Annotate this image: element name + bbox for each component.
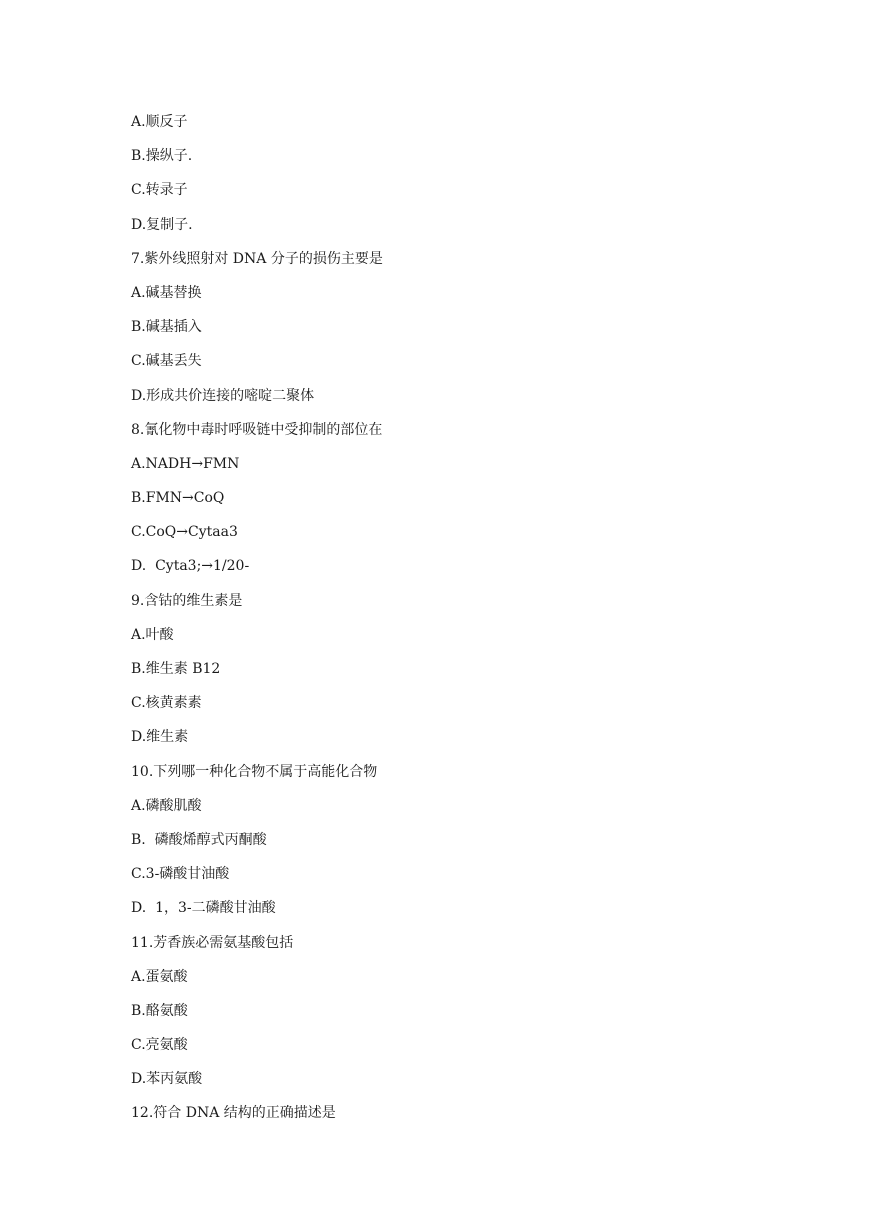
option-6b: B.操纵子. <box>131 148 193 165</box>
option-7a: A.碱基替换 <box>131 284 202 301</box>
option-11b: B.酪氨酸 <box>131 1002 188 1019</box>
option-8c: C.CoQ→Cytaa3 <box>131 524 238 541</box>
option-9a: A.叶酸 <box>131 626 174 643</box>
option-8b: B.FMN→CoQ <box>131 490 225 507</box>
option-8d: D. Cyta3;→1/20- <box>131 558 250 575</box>
question-7: 7.紫外线照射对 DNA 分子的损伤主要是 <box>131 250 383 267</box>
option-7c: C.碱基丢失 <box>131 353 202 370</box>
option-11c: C.亮氨酸 <box>131 1037 188 1054</box>
option-6a: A.顺反子 <box>131 114 188 130</box>
option-10c: C.3-磷酸甘油酸 <box>131 866 230 883</box>
question-10: 10.下列哪一种化合物不属于高能化合物 <box>131 763 378 780</box>
question-12: 12.符合 DNA 结构的正确描述是 <box>131 1105 336 1122</box>
option-6c: C.转录子 <box>131 182 188 199</box>
option-9d: D.维生素 <box>131 729 189 746</box>
option-10a: A.磷酸肌酸 <box>131 797 202 814</box>
option-9c: C.核黄素素 <box>131 695 202 712</box>
question-8: 8.氰化物中毒时呼吸链中受抑制的部位在 <box>131 421 383 438</box>
question-9: 9.含钴的维生素是 <box>131 592 243 609</box>
question-list <box>131 112 771 1138</box>
option-7b: B.碱基插入 <box>131 319 202 336</box>
option-8a: A.NADH→FMN <box>131 455 240 472</box>
option-7d: D.形成共价连接的嘧啶二聚体 <box>131 387 315 404</box>
option-10b: B. 磷酸烯醇式丙酮酸 <box>131 831 267 848</box>
option-10d: D. 1，3-二磷酸甘油酸 <box>131 900 276 917</box>
option-9b: B.维生素 B12 <box>131 661 221 677</box>
option-6d: D.复制子. <box>131 216 193 233</box>
option-11d: D.苯丙氨酸 <box>131 1071 203 1088</box>
question-11: 11.芳香族必需氨基酸包括 <box>131 934 294 951</box>
option-11a: A.蛋氨酸 <box>131 968 188 985</box>
